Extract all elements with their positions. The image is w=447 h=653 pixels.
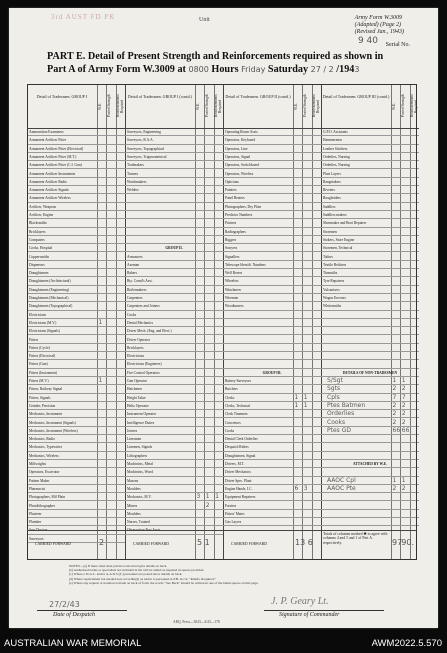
trade-label: Mechanics, Typewriter [29, 445, 63, 450]
trade-label: Photographers, Dry Plate [225, 204, 262, 209]
trade-label: Rangetakers [323, 179, 341, 184]
handwritten-value: 1 [98, 318, 103, 326]
trade-label: Draughtsmen (Engineering) [29, 287, 70, 292]
trade-label: Equipment Repairers [225, 495, 256, 500]
trade-label: Storemen [323, 229, 337, 234]
handwritten-value: 66 [401, 426, 410, 434]
trade-label: Plumber [29, 520, 42, 525]
trade-label: Electricians [29, 312, 46, 317]
carried-forward-label: CARRIED FORWARD [35, 542, 71, 546]
trade-label: Surveyors, Topographical [127, 146, 165, 151]
title-line-2 [47, 63, 383, 76]
trade-label: Textile Refitters [323, 262, 347, 267]
printer-note: ARQ. Press—3043—4/43—178 [173, 620, 220, 624]
trade-label: Printers [225, 221, 237, 226]
archive-name: AUSTRALIAN WAR MEMORIAL [4, 638, 142, 649]
column-subheader: W.E. [97, 102, 102, 110]
despatch-rule [37, 610, 127, 611]
carried-forward-value: 2 [99, 538, 105, 547]
handwritten-value: 1 [303, 393, 308, 401]
trade-label: Boilermakers [127, 287, 147, 292]
note-line: (b) Authorised trades or specialists not included in list will be added as required in spaces provided. [69, 568, 205, 573]
trade-label: Wagon Erectors [323, 296, 346, 300]
table-border [27, 84, 417, 560]
trade-label: Fire Control Operators [127, 370, 160, 375]
handwritten-value: 2 [401, 385, 406, 393]
trade-label: Fitters, Signals [29, 395, 51, 400]
trade-label: Saddlers [323, 204, 336, 209]
despatch-label: Date of Despatch [53, 612, 95, 618]
trade-label: Moulders [127, 486, 141, 491]
trade-label: Panel Beaters [225, 196, 245, 201]
trade-label: Cooks [127, 312, 137, 317]
trade-label: Surveyors, R.A.A. [127, 138, 154, 143]
trade-label: Ammunition Examiners [29, 130, 64, 134]
column-subheader: W.E. [391, 102, 396, 110]
trade-label: Hatchmen [127, 387, 142, 392]
trade-label: Dental Mechanics [127, 320, 154, 325]
column-header-text: Detail of Tradesmen. GROUP I [36, 94, 88, 99]
column-subheader: Reinforcements Required [410, 94, 419, 118]
trade-label: Mechanics, Instrument (Signals) [29, 420, 76, 425]
trade-label: Masons [127, 478, 139, 483]
handwritten-label: Cooks [327, 418, 346, 426]
trade-label: Electricians [127, 354, 144, 359]
trade-label: Mechanics, Wireless [29, 453, 59, 458]
trade-label: Fitters (Cycle) [29, 345, 50, 350]
handwritten-value: 1 [205, 493, 210, 501]
trade-label: Armament Artificer Wireless [29, 196, 71, 201]
trade-label: Painters [225, 188, 237, 193]
column-subheader: Posted Strength [106, 94, 111, 118]
trade-label: Linesmen [127, 437, 142, 442]
trade-label: Lithographers [127, 453, 148, 458]
handwritten-value: 2 [401, 484, 406, 492]
army-form-sheet [9, 8, 438, 628]
trade-label: Bricklayers [29, 229, 46, 234]
title-day: Saturday [267, 64, 309, 75]
handwritten-label: AAOC Pte [327, 484, 356, 492]
trade-label: Fitters [29, 337, 39, 342]
trade-label: Cooks [225, 428, 235, 433]
trade-label: Operators, Excavator [29, 470, 60, 475]
handwritten-value: 2 [392, 410, 397, 418]
trade-label: Gun Operator [127, 379, 147, 383]
trade-label: Pharmacist [29, 486, 45, 491]
handwritten-value: 2 [401, 418, 406, 426]
handwritten-label: Orderlies [327, 410, 355, 418]
trade-label: Driver Mech. (Eng. and Elect.) [127, 329, 172, 334]
trade-label: Orderlies, Nursing [323, 163, 350, 168]
note-line: (c) Where a W.A.C. and/or A.A.N.S.(T.) personnel are posted show details on back. [69, 572, 183, 577]
trade-label: Operating Room Assts. [225, 130, 259, 134]
column-header-text: Detail of Tradesmen. GROUP I (contd.) [128, 94, 192, 99]
trade-label: Nurses, Trained [127, 520, 150, 525]
form-line: Army Form W.3009 [354, 15, 402, 21]
trade-label: Vulcanisers [323, 287, 340, 292]
trade-label: GROUP III. [262, 370, 282, 375]
trade-label: Driver Spec. Plant [225, 478, 252, 483]
trade-label: Surveyors, Engineering [127, 130, 161, 134]
trade-label: Operators, Keyboard [225, 138, 256, 143]
trade-label: Tailors [323, 254, 333, 259]
trade-label: Miners [127, 503, 138, 508]
handwritten-value: 6 [294, 484, 299, 492]
trade-label: Well Borers [225, 271, 243, 276]
column-subheader: Reinforcements Required [116, 94, 125, 118]
trade-label: Machinists, Metal [127, 462, 153, 466]
form-line: (Revised Jan., 1943) [354, 29, 404, 35]
trade-label: Sawyers [225, 246, 238, 251]
trade-label: Mechanics, Radio [29, 437, 55, 442]
trade-label: Observation Post Assts. [127, 528, 162, 533]
trade-label: Farriers [225, 503, 237, 508]
trade-label: Mechanics, Instrument (Wireless) [29, 428, 78, 433]
trade-label: Tyre Repairers [323, 279, 345, 284]
carried-forward-value: 5 1 [197, 538, 210, 547]
title-year: /194 [336, 64, 355, 75]
trade-label: Cooks, Hospital [29, 246, 53, 251]
trade-label: Saw Doctors [29, 528, 48, 533]
handwritten-value: 7 [401, 393, 406, 401]
handwritten-value: 66 [392, 426, 401, 434]
handwritten-value: 1 [98, 377, 103, 384]
title-hours: Hours [211, 64, 239, 75]
handwritten-label: Cpls [327, 393, 340, 401]
trade-label: DETAILS OF NON-TRADESMEN [342, 370, 398, 375]
trade-label: Telescope Identifi. Numbers [225, 262, 266, 267]
trade-label: Carpenters [127, 296, 143, 300]
trade-label: Saddlers makers [323, 213, 347, 217]
trade-label: Despatch Riders [225, 445, 249, 450]
trade-label: Riggers [225, 237, 237, 242]
handwritten-value: 3 [196, 493, 201, 501]
trade-label: GROUP II. [165, 246, 183, 251]
trade-label: Butchers [225, 387, 238, 392]
trade-label: Whitesmiths [323, 304, 342, 309]
trade-label: Mechanics, M.V. [127, 495, 152, 500]
signature-rule [264, 610, 384, 611]
handwritten-value: 1 [303, 401, 308, 409]
totals-instruction: Totals of columns marked ✱ to agree with columns 4 and 5 and 1 of Part A. respectively. [323, 532, 388, 545]
column-subheader: Reinforcements Required [214, 94, 223, 118]
trade-label: Machinists, Wood [127, 470, 153, 475]
trade-label: Tinsmiths [323, 271, 338, 276]
trade-label: Clerks [225, 395, 235, 400]
trade-label: Engine Hands, I.C. [225, 486, 253, 491]
column-subheader: Posted Strength [204, 94, 209, 118]
column-subheader: Posted Strength [400, 94, 405, 118]
handwritten-value: 2 [392, 401, 397, 409]
trade-label: Moulders [127, 511, 141, 516]
trade-label: Orderlies, Nursing [323, 154, 350, 159]
trade-label: Height Taker [127, 395, 146, 400]
trade-label: Watchmakers [127, 179, 147, 184]
trade-label: Fitters (Electrical) [29, 354, 56, 359]
trade-label: G.P.O. Assistants [323, 130, 348, 134]
handwritten-value: 2 [392, 418, 397, 426]
trade-label: Wheelers [225, 279, 239, 284]
trade-label: Computers [29, 237, 45, 242]
unit-stamp: 3rd AUST FD PK [51, 13, 116, 21]
handwritten-value: 2 [401, 410, 406, 418]
trade-label: Operators, Signal [225, 154, 251, 159]
trade-label: Signallers [225, 254, 240, 259]
handwritten-value: 1 [392, 476, 397, 484]
trade-label: Concretors [225, 420, 241, 425]
trade-label: Surveyors, Trigonometrical [127, 154, 167, 159]
title-day-handwritten: Friday [241, 65, 266, 74]
part-e-title [47, 50, 383, 76]
archive-accession: AWM2022.5.570 [371, 638, 442, 649]
signature-label: Signature of Commander [279, 612, 340, 618]
trade-label: Riveters [323, 188, 335, 193]
trade-label: Instrument Operator [127, 412, 157, 417]
trade-label: Draughtsmen, Signal [225, 453, 256, 458]
trade-label: Armourers [127, 254, 143, 259]
title-text: Part A of Army Form W.3009 at [47, 64, 186, 75]
trade-label: ATTACHED BY W.E. [353, 462, 387, 466]
trade-label: Drivers, M.T. [225, 462, 245, 466]
trade-label: Winchmen [225, 287, 241, 292]
handwritten-value: 2 [392, 385, 397, 393]
title-line-1: PART E. Detail of Present Strength and Reinforcements required as shown in [47, 51, 384, 62]
total-posted: 90. [401, 538, 415, 547]
trade-label: Roughriders [323, 196, 341, 201]
carried-forward-label: CARRIED FORWARD [231, 542, 267, 546]
trade-label: Mechanics, Instrument [29, 412, 62, 417]
trade-label: Bty. Comd's Asst. [127, 279, 153, 284]
trade-label: Toolmakers [127, 163, 144, 168]
serial-number-handwritten: 9 40 [357, 36, 378, 46]
trade-label: Wiremen [225, 296, 239, 300]
trade-label: Armament Artificer Fitter (Electrical) [29, 146, 84, 151]
column-header-text: Detail of Tradesmen. GROUP II (contd.) [225, 94, 291, 99]
handwritten-value: 1 [294, 393, 299, 401]
trade-label: Armament Artificer Fitter [29, 138, 67, 143]
trade-label: Armament Artificer Fitter (C.I. Gun) [29, 163, 82, 168]
serial-label: Serial No. [385, 42, 410, 48]
trade-label: Fitters (M.V.) [29, 379, 49, 383]
title-date-handwritten: 27 / 2 [310, 65, 334, 74]
trade-label: Electricians (Signals) [29, 329, 60, 334]
trade-label: Grinder, Precision [29, 403, 56, 408]
unit-label: Unit [199, 17, 210, 23]
handwritten-value: 2 [392, 484, 397, 492]
trade-label: Armament Artificer Signals [29, 188, 69, 193]
trade-label: Welders [127, 188, 139, 193]
trade-label: Operators, Switchboard [225, 163, 260, 168]
column-subheader: Posted Strength [302, 94, 307, 118]
trade-label: Clerk Timemen [225, 412, 248, 417]
trade-label: Shoemaker and Boot Repairer [323, 221, 367, 226]
trade-label: Plate Layers [323, 171, 341, 176]
note-line: (d) Where replacement not needed note accordingly as return to personnel A.F.B. in col. “Reinfs. Required.” [69, 576, 217, 581]
trade-label: Coppersmiths [29, 254, 49, 259]
trade-label: Fitters (Instrument) [29, 370, 58, 375]
trade-label: Fitters, Railway Signal [29, 387, 63, 392]
handwritten-value: 1 [401, 377, 406, 384]
trade-label: Draughtsmen [29, 271, 49, 276]
note-line: (e) Where any request or notation is made on back of form, the words “See Back” should be written in one of the blank spaces on this page. [69, 580, 259, 585]
trade-label: Joiners [127, 428, 138, 433]
column-subheader: Reinforcements Required [312, 94, 321, 118]
trade-label: Operators, Wireless [225, 171, 254, 176]
trade-label: Electricians (M.V.) [29, 320, 57, 325]
trade-label: Plasterer [29, 511, 42, 516]
trade-label: Battery Surveyors [225, 379, 252, 383]
trade-label: Intelligence Duties [127, 420, 155, 425]
trade-label: Photographers, Mil Plain [29, 495, 66, 500]
trade-label: Fitters (Gun) [29, 362, 48, 367]
trade-label: Millwrights [29, 462, 46, 466]
total-we: 97 [392, 538, 403, 547]
handwritten-label: AAOC Cpl [327, 476, 356, 484]
trade-label: Hammermen [323, 138, 342, 143]
despatch-date-handwritten: 27/2/43 [49, 600, 80, 609]
trade-label: Opticians [225, 179, 239, 184]
form-reference [355, 15, 404, 36]
trade-label: Bricklayers [127, 345, 144, 350]
trade-label: Leather Stitchers [323, 146, 348, 151]
trade-label: Radiographers [225, 229, 246, 234]
handwritten-label: Ptes Batmen [327, 401, 366, 409]
trade-label: Clerks, Technical [225, 403, 251, 408]
trade-label: Woodturners [225, 304, 244, 309]
trade-label: Carpenters and Joiners [127, 304, 160, 309]
handwritten-value: 1 [401, 476, 406, 484]
trade-label: Bakers [127, 271, 137, 276]
handwritten-value: 2 [205, 501, 210, 509]
trade-label: Photolithographer [29, 503, 55, 508]
note-line: NOTES—(a) If there other than private is involved give details on back. [69, 564, 168, 568]
trade-label: Surveyors [29, 536, 44, 541]
trade-label: Stokers, Store Engine [323, 237, 355, 242]
trade-label: Dispensers [29, 262, 45, 267]
handwritten-label: Ptes GD [327, 426, 351, 434]
title-time: 0800 [188, 65, 209, 74]
handwritten-value: 7 [392, 393, 397, 401]
trade-label: Predictor Numbers [225, 213, 253, 217]
trade-label: Artificer, Weapons [29, 204, 57, 209]
trade-label: Operators, Line [225, 146, 248, 151]
trade-label: Gas Layers [225, 520, 242, 525]
trade-label: Fitters' Mates [225, 511, 245, 516]
trade-label: Armament Artificer Fitter (M.T.) [29, 154, 77, 159]
commander-signature: J. P. Geary Lt. [271, 596, 329, 607]
trade-label: Electricians (Engineers) [127, 362, 162, 367]
form-notes [69, 564, 389, 585]
trade-label: Driver Operator [127, 337, 151, 342]
carried-forward-rule [27, 530, 417, 531]
trade-label: Driver Mechanics [225, 470, 251, 475]
trade-label: Helio Operator [127, 403, 149, 408]
trade-label: Draughtsmen (Mechanical) [29, 296, 69, 300]
trade-label: Armament Artificer Radio [29, 179, 67, 184]
strength-table [27, 84, 417, 560]
handwritten-label: S/Sgt [327, 377, 343, 384]
handwritten-value: 1 [294, 401, 299, 409]
handwritten-label: Sgts [327, 385, 341, 393]
trade-label: Pattern Maker [29, 478, 50, 483]
trade-label: Blacksmiths [29, 221, 47, 226]
trade-label: Storemen, Technical [323, 246, 353, 251]
archive-footer [0, 636, 447, 653]
trade-label: Axeman [127, 262, 140, 267]
title-year-handwritten: 3 [354, 65, 360, 74]
handwritten-value: 1 [215, 493, 219, 501]
trade-label: Draughtsmen (Topographical) [29, 304, 73, 309]
handwritten-value: 2 [401, 401, 406, 409]
form-line: (Adapted) (Page 2) [354, 22, 401, 28]
trade-label: Turners [127, 171, 139, 176]
trade-label: Armament Artificer Instruments [29, 171, 76, 176]
carried-forward-label: CARRIED FORWARD [133, 542, 169, 546]
carried-forward-value: 13 6 [295, 538, 313, 547]
trade-label: Draughtsmen (Architectural) [29, 279, 71, 284]
handwritten-value: 3 [303, 484, 308, 492]
handwritten-value: 1 [392, 377, 397, 384]
column-subheader: W.E. [195, 102, 200, 110]
trade-label: Dental Clerk Orderlies [225, 437, 258, 442]
column-subheader: W.E. [293, 102, 298, 110]
trade-label: Linemen, Signals [127, 445, 153, 450]
column-header-text: Detail of Tradesmen. GROUP III (contd.) [322, 94, 390, 99]
trade-label: Artificer, Engine [29, 213, 54, 217]
